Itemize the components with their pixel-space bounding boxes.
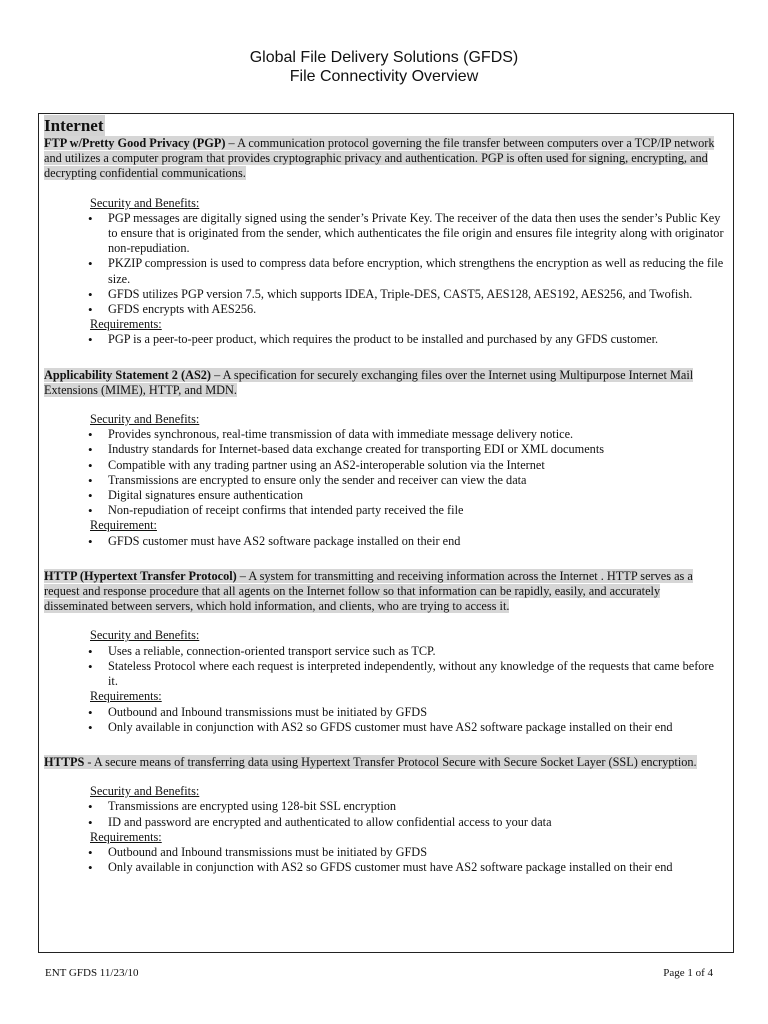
bullet-item: • Outbound and Inbound transmissions must be initiated by GFDS	[86, 845, 725, 860]
content-frame	[38, 113, 734, 953]
bullet-item: • GFDS customer must have AS2 software package installed on their end	[86, 534, 725, 549]
security-benefits-label-text: Security and Benefits:	[90, 784, 200, 799]
footer-page-number: Page 1 of 4	[663, 967, 713, 979]
protocol-section	[44, 368, 725, 549]
bullet-item: • Transmissions are encrypted to ensure only the sender and receiver can view the data	[86, 473, 725, 488]
requirements-label	[90, 518, 725, 533]
bullet-item: • Compatible with any trading partner using an AS2-interoperable solution via the Internet	[86, 458, 725, 473]
bullet-item: • PKZIP compression is used to compress data before encryption, which strengthens the encryption as well as reducing the file size.	[86, 256, 725, 286]
footer-doc-id: ENT GFDS 11/23/10	[45, 967, 139, 979]
protocol-description: - A secure means of transferring data using Hypertext Transfer Protocol Secure with Secure Socket Layer (SSL) encryption.	[84, 754, 697, 769]
document-title	[0, 48, 768, 86]
spacer	[44, 770, 725, 784]
bullet-item: • GFDS encrypts with AES256.	[86, 302, 725, 317]
security-benefits-label	[90, 196, 725, 211]
bullet-item: • Digital signatures ensure authentication	[86, 488, 725, 503]
requirements-list	[44, 845, 725, 875]
security-benefits-list	[44, 211, 725, 317]
spacer	[44, 398, 725, 412]
bullet-item: • GFDS utilizes PGP version 7.5, which supports IDEA, Triple-DES, CAST5, AES128, AES192, AES256, and Twofish.	[86, 287, 725, 302]
protocol-section	[44, 569, 725, 735]
protocol-intro	[44, 569, 725, 615]
requirements-label	[90, 830, 725, 845]
protocol-description: – A communication protocol governing the file transfer between computers over a TCP/IP network and utilizes a computer program that provides cryptographic privacy and authentication. PGP is often used for signing, encrypting, and decrypting confidential communications.	[44, 136, 715, 181]
requirements-label-text: Requirements:	[90, 829, 162, 844]
protocol-name: HTTPS	[44, 754, 85, 769]
protocol-name: Applicability Statement 2 (AS2)	[44, 367, 212, 382]
spacer	[44, 614, 725, 628]
bullet-item: • Outbound and Inbound transmissions must be initiated by GFDS	[86, 705, 725, 720]
security-benefits-list	[44, 644, 725, 690]
security-benefits-label	[90, 784, 725, 799]
protocol-intro	[44, 136, 725, 182]
protocol-section	[44, 136, 725, 348]
protocol-intro	[44, 368, 725, 398]
bullet-item: • Transmissions are encrypted using 128-bit SSL encryption	[86, 799, 725, 814]
requirements-label-text: Requirement:	[90, 518, 157, 533]
bullet-item: • PGP messages are digitally signed using the sender’s Private Key. The receiver of the data then uses the sender’s Public Key to ensure that is originated from the sender, which authenticates the file origin and ensures file integrity along with originator non-repudiation.	[86, 211, 725, 257]
requirements-label	[90, 317, 725, 332]
protocol-section	[44, 755, 725, 875]
bullet-item: • Provides synchronous, real-time transmission of data with immediate message delivery notice.	[86, 427, 725, 442]
requirements-list	[44, 332, 725, 347]
protocol-intro-highlight	[44, 755, 697, 769]
requirements-label-text: Requirements:	[90, 689, 162, 704]
title-line-2: File Connectivity Overview	[289, 68, 479, 85]
security-benefits-list	[44, 799, 725, 829]
bullet-item: • PGP is a peer-to-peer product, which requires the product to be installed and purchased by any GFDS customer.	[86, 332, 725, 347]
bullet-item: • Only available in conjunction with AS2 so GFDS customer must have AS2 software package installed on their end	[86, 720, 725, 735]
spacer	[44, 182, 725, 196]
requirements-list	[44, 534, 725, 549]
bullet-item: • Stateless Protocol where each request is interpreted independently, without any knowledge of the requests that came before it.	[86, 659, 725, 689]
bullet-item: • ID and password are encrypted and authenticated to allow confidential access to your data	[86, 815, 725, 830]
bullet-item: • Non-repudiation of receipt confirms that intended party received the file	[86, 503, 725, 518]
requirements-label-text: Requirements:	[90, 317, 162, 332]
requirements-list	[44, 705, 725, 735]
protocol-list	[44, 136, 725, 875]
security-benefits-list	[44, 427, 725, 518]
bullet-item: • Industry standards for Internet-based data exchange created for transporting EDI or XML documents	[86, 442, 725, 457]
protocol-description: – A specification for securely exchanging files over the Internet using Multipurpose Internet Mail Extensions (MIME), HTTP, and MDN.	[44, 367, 694, 397]
section-heading: Internet	[44, 116, 104, 135]
protocol-intro-highlight	[44, 136, 714, 180]
protocol-intro-highlight	[44, 368, 693, 397]
protocol-description: – A system for transmitting and receiving information across the Internet . HTTP serves as a request and response procedure that all agents on the Internet follow so that information can be rapidly, easily, and accurately disseminated between servers, which hold information, and clients, who are trying to access it.	[44, 568, 693, 614]
bullet-item: • Only available in conjunction with AS2 so GFDS customer must have AS2 software package installed on their end	[86, 860, 725, 875]
security-benefits-label-text: Security and Benefits:	[90, 195, 200, 210]
security-benefits-label-text: Security and Benefits:	[90, 412, 200, 427]
protocol-name: HTTP (Hypertext Transfer Protocol)	[44, 568, 237, 583]
bullet-item: • Uses a reliable, connection-oriented transport service such as TCP.	[86, 644, 725, 659]
requirements-label	[90, 689, 725, 704]
protocol-intro	[44, 755, 725, 770]
security-benefits-label-text: Security and Benefits:	[90, 628, 200, 643]
protocol-intro-highlight	[44, 569, 693, 613]
security-benefits-label	[90, 412, 725, 427]
title-line-1: Global File Delivery Solutions (GFDS)	[249, 49, 519, 66]
protocol-name: FTP w/Pretty Good Privacy (PGP)	[44, 136, 226, 150]
security-benefits-label	[90, 628, 725, 643]
